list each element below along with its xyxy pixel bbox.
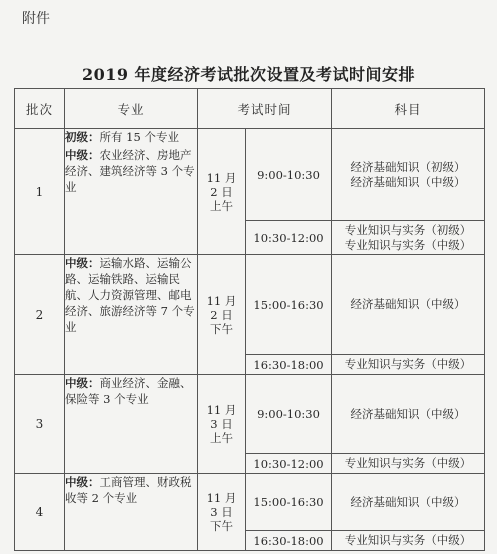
subject-cell bbox=[332, 255, 485, 355]
subject-text: 经济基础知识（初级） bbox=[350, 159, 466, 174]
subject-text: 专业知识与实务（中级） bbox=[344, 456, 472, 470]
exam-schedule-table bbox=[14, 88, 485, 551]
time-cell: 9:00-10:30 bbox=[246, 129, 332, 221]
major-text: 农业经济、房地产经济、建筑经济等 3 个专业 bbox=[65, 148, 195, 194]
date-period: 上午 bbox=[210, 431, 233, 445]
time-cell: 15:00-16:30 bbox=[246, 474, 332, 531]
subject-cell bbox=[332, 474, 485, 531]
major-text: 商业经济、金融、保险等 3 个专业 bbox=[65, 376, 192, 406]
date-day: 3 日 bbox=[210, 417, 233, 431]
level-label: 中级： bbox=[65, 376, 100, 390]
time-cell: 16:30-18:00 bbox=[246, 355, 332, 375]
batch-cell: 4 bbox=[15, 474, 65, 551]
time-cell: 15:00-16:30 bbox=[246, 255, 332, 355]
date-day: 3 日 bbox=[210, 505, 233, 519]
batch-cell: 2 bbox=[15, 255, 65, 375]
header-major: 专业 bbox=[65, 89, 198, 129]
subject-cell bbox=[332, 221, 485, 255]
table-row bbox=[15, 129, 485, 221]
date-cell bbox=[198, 474, 246, 551]
table-header-row bbox=[15, 89, 485, 129]
table-row bbox=[15, 255, 485, 355]
major-text: 所有 15 个专业 bbox=[99, 130, 179, 144]
subject-text: 专业知识与实务（中级） bbox=[344, 357, 472, 371]
major-text: 运输水路、运输公路、运输铁路、运输民航、人力资源管理、邮电经济、旅游经济等 7 个专业 bbox=[65, 256, 195, 334]
date-month: 11 月 bbox=[206, 293, 237, 308]
subject-text: 经济基础知识（中级） bbox=[350, 297, 466, 311]
date-period: 下午 bbox=[210, 321, 233, 336]
date-day: 2 日 bbox=[210, 184, 233, 199]
subject-cell bbox=[332, 355, 485, 375]
document-title: 2019 年度经济考试批次设置及考试时间安排 bbox=[81, 65, 416, 84]
batch-cell: 3 bbox=[15, 375, 65, 474]
subject-text: 专业知识与实务（中级） bbox=[344, 237, 472, 252]
major-cell bbox=[65, 129, 198, 255]
batch-cell: 1 bbox=[15, 129, 65, 255]
time-cell: 16:30-18:00 bbox=[246, 531, 332, 551]
subject-cell bbox=[332, 454, 485, 474]
date-month: 11 月 bbox=[206, 170, 237, 185]
subject-text: 专业知识与实务（中级） bbox=[344, 533, 472, 547]
date-cell bbox=[198, 129, 246, 255]
attachment-label: 附件 bbox=[22, 11, 50, 27]
date-month: 11 月 bbox=[206, 403, 237, 417]
level-label: 中级： bbox=[65, 148, 100, 162]
major-text: 工商管理、财政税收等 2 个专业 bbox=[65, 475, 192, 505]
subject-text: 经济基础知识（中级） bbox=[350, 494, 466, 509]
time-cell: 10:30-12:00 bbox=[246, 454, 332, 474]
subject-text: 经济基础知识（中级） bbox=[350, 174, 466, 189]
subject-cell bbox=[332, 129, 485, 221]
level-label: 中级： bbox=[65, 475, 100, 489]
table-row bbox=[15, 375, 485, 454]
date-cell bbox=[198, 255, 246, 375]
major-cell bbox=[65, 375, 198, 474]
major-cell bbox=[65, 255, 198, 375]
time-cell: 9:00-10:30 bbox=[246, 375, 332, 454]
date-period: 下午 bbox=[210, 519, 233, 533]
date-cell bbox=[198, 375, 246, 474]
subject-text: 经济基础知识（中级） bbox=[350, 406, 466, 421]
subject-cell bbox=[332, 531, 485, 551]
header-exam-time: 考试时间 bbox=[198, 89, 332, 129]
level-label: 中级： bbox=[65, 256, 100, 270]
header-batch: 批次 bbox=[15, 89, 65, 129]
time-cell: 10:30-12:00 bbox=[246, 221, 332, 255]
date-month: 11 月 bbox=[206, 491, 237, 505]
table-row bbox=[15, 474, 485, 531]
header-subject: 科目 bbox=[332, 89, 485, 129]
level-label: 初级： bbox=[65, 130, 100, 144]
subject-cell bbox=[332, 375, 485, 454]
date-period: 上午 bbox=[210, 198, 233, 213]
subject-text: 专业知识与实务（初级） bbox=[344, 222, 472, 237]
date-day: 2 日 bbox=[210, 307, 233, 322]
major-cell bbox=[65, 474, 198, 551]
